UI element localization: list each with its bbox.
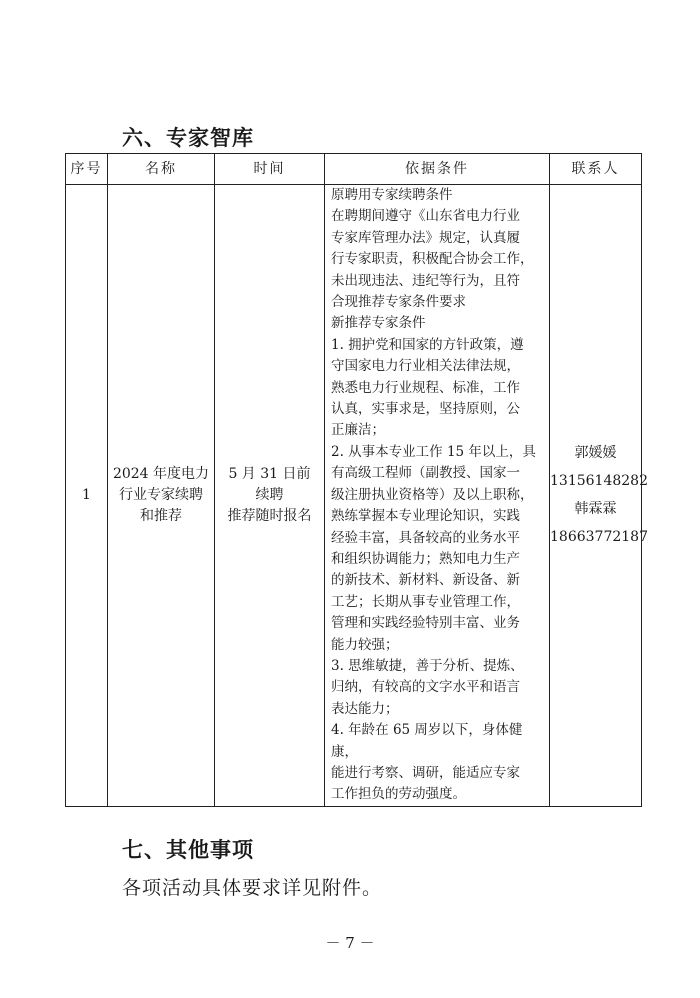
condition-line: 熟练掌握本专业理论知识，实践 (331, 508, 520, 525)
other-paragraph: 各项活动具体要求详见附件。 (122, 877, 383, 899)
section-heading-other: 七、其他事项 (122, 838, 254, 862)
condition-line: 4. 年龄在 65 周岁以下，身体健康， (331, 722, 523, 760)
condition-line: 原聘用专家续聘条件 (331, 187, 453, 203)
condition-line: 专家库管理办法》规定，认真履 (331, 229, 520, 246)
col-header-index: 序号 (66, 154, 108, 185)
table-header-row (66, 154, 642, 185)
time-line: 5 月 31 日前 (228, 465, 311, 482)
condition-line: 表达能力； (331, 700, 399, 717)
name-line: 行业专家续聘 (119, 486, 203, 503)
col-header-conditions: 依据条件 (325, 154, 550, 185)
condition-line: 的新技术、新材料、新设备、新 (331, 572, 520, 589)
condition-line: 能力较强； (331, 636, 399, 653)
name-line: 2024 年度电力 (112, 465, 210, 482)
condition-line: 3. 思维敏捷，善于分析、提炼、 (331, 657, 524, 674)
condition-line: 工艺；长期从事专业管理工作， (331, 593, 520, 610)
cell-contact (550, 185, 648, 807)
condition-line: 正廉洁； (331, 422, 385, 439)
cell-conditions (325, 185, 550, 807)
condition-line: 2. 从事本专业工作 15 年以上，具 (331, 443, 536, 460)
table-row (66, 185, 642, 807)
condition-line: 有高级工程师（副教授、国家一 (331, 465, 520, 482)
condition-line: 和组织协调能力；熟知电力生产 (331, 550, 520, 567)
page-number: － 7 － (325, 934, 375, 952)
col-header-time: 时间 (215, 154, 325, 185)
contact-phone: 13156148282 (550, 473, 648, 490)
col-header-contact: 联系人 (550, 154, 642, 185)
cell-index: 1 (66, 185, 108, 807)
condition-line: 守国家电力行业相关法律法规， (331, 358, 520, 375)
contact-phone: 18663772187 (550, 529, 648, 546)
time-line: 续聘 (255, 486, 284, 503)
col-header-name: 名称 (108, 154, 215, 185)
cell-name (108, 185, 215, 807)
condition-line: 行专家职责，积极配合协会工作， (331, 251, 534, 268)
condition-line: 熟悉电力行业规程、标准，工作 (331, 379, 520, 396)
contact-name: 韩霖霖 (574, 501, 617, 518)
condition-line: 级注册执业资格等）及以上职称， (331, 486, 534, 503)
contact-name: 郭媛媛 (574, 445, 617, 462)
condition-line: 归纳，有较高的文字水平和语言 (331, 679, 520, 696)
condition-line: 管理和实践经验特别丰富、业务 (331, 615, 520, 632)
condition-line: 新推荐专家条件 (331, 315, 426, 332)
condition-line: 经验丰富，具备较高的业务水平 (331, 529, 520, 546)
condition-line: 在聘期间遵守《山东省电力行业 (331, 208, 520, 225)
cell-time (215, 185, 325, 807)
section-heading-experts: 六、专家智库 (122, 126, 254, 150)
condition-line: 合现推荐专家条件要求 (331, 294, 466, 311)
expert-table (65, 153, 648, 807)
condition-line: 工作担负的劳动强度。 (331, 786, 466, 803)
condition-line: 能进行考察、调研，能适应专家 (331, 764, 520, 781)
time-line: 推荐随时报名 (227, 507, 312, 524)
condition-line: 1. 拥护党和国家的方针政策，遵 (331, 336, 524, 353)
condition-line: 未出现违法、违纪等行为，且符 (331, 272, 520, 289)
condition-line: 认真，实事求是，坚持原则，公 (331, 401, 520, 418)
name-line: 和推荐 (140, 507, 182, 524)
